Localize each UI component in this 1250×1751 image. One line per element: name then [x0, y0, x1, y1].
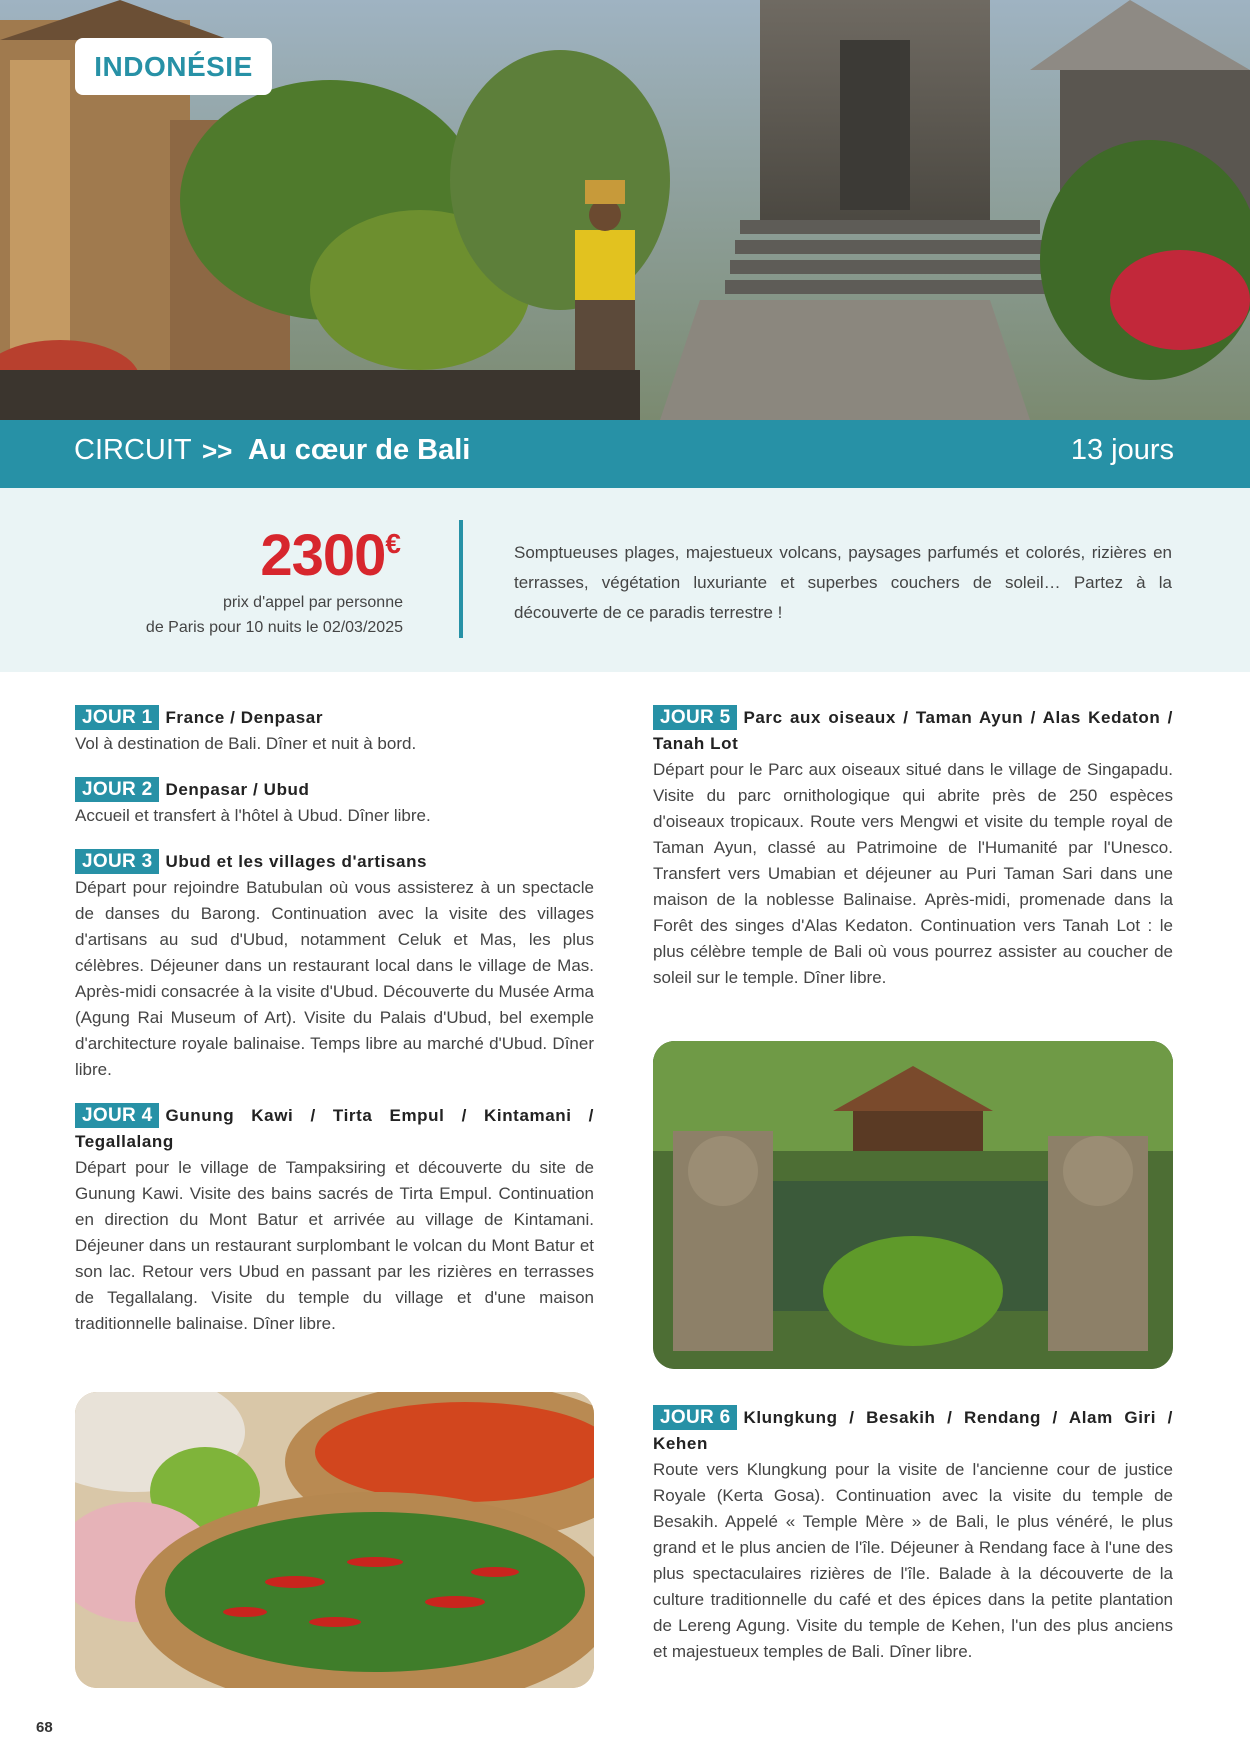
- price-amount: 2300: [260, 523, 386, 588]
- circuit-duration: 13 jours: [1070, 434, 1174, 466]
- price-note-line2: de Paris pour 10 nuits le 02/03/2025: [145, 619, 403, 636]
- price-intro-panel: [0, 488, 1250, 672]
- day-heading: [75, 1103, 594, 1155]
- country-tag: INDONÉSIE: [75, 38, 272, 95]
- day-title: France / Denpasar: [165, 708, 324, 727]
- day-title: Ubud et les villages d'artisans: [165, 852, 428, 871]
- water-temple-photo: [653, 1041, 1173, 1369]
- day-block: [75, 849, 594, 1083]
- day-badge: JOUR 5: [653, 705, 737, 730]
- day-badge: JOUR 2: [75, 777, 159, 802]
- day-block: [75, 1103, 594, 1337]
- spices-market-photo: [75, 1392, 594, 1688]
- day-text: Accueil et transfert à l'hôtel à Ubud. Dîner libre.: [75, 806, 431, 825]
- price: [260, 522, 400, 589]
- day-block: [653, 1405, 1173, 1665]
- water-temple-illustration: [653, 1041, 1173, 1369]
- day-title: Klungkung / Besakih / Rendang / Alam Giri / Kehen: [653, 1408, 1173, 1453]
- itinerary-right-column-top: [653, 705, 1173, 1011]
- day-text: Départ pour le Parc aux oiseaux situé dans le village de Singapadu. Visite du parc ornithologique qui abrite près de 250 espèces d'oiseaux tropicaux. Route vers Mengwi et visite du temple royal de Taman Ayun, classé au Patrimoine de l'Humanité par l'Unesco. Transfert vers Umabian et déjeuner au Puri Taman Sari dans une maison de la noblesse Balinaise. Après-midi, promenade dans la Forêt des singes d'Alas Kedaton. Continuation vers Tanah Lot : le plus célèbre temple de Bali où vous pourrez assister au coucher de soleil sur le temple. Dîner libre.: [653, 760, 1173, 987]
- price-note: [146, 590, 403, 640]
- day-badge: JOUR 1: [75, 705, 159, 730]
- day-title: Parc aux oiseaux / Taman Ayun / Alas Kedaton / Tanah Lot: [653, 708, 1173, 753]
- day-heading: [75, 777, 594, 803]
- day-heading: [75, 849, 594, 875]
- day-heading: [653, 705, 1173, 757]
- page-number: 68: [36, 1719, 53, 1736]
- separator-arrows: >>: [202, 436, 233, 466]
- spices-illustration: [75, 1392, 594, 1688]
- day-text: Route vers Klungkung pour la visite de l'ancienne cour de justice Royale (Kerta Gosa). Continuation avec la visite du temple de Besakih. Appelé « Temple Mère » de Bali, le plus vénéré, le plus grand et le plus ancien de l'île. Déjeuner à Rendang face à l'une des plus spectaculaires rizières de l'île. Balade à la découverte de la culture traditionnelle du café et des épices dans la petite plantation de Lereng Agung. Visite du temple de Kehen, l'un des plus anciens et majestueux temples de Bali. Dîner libre.: [653, 1460, 1173, 1661]
- circuit-label: CIRCUIT: [74, 434, 192, 466]
- day-text: Vol à destination de Bali. Dîner et nuit à bord.: [75, 734, 417, 753]
- day-badge: JOUR 3: [75, 849, 159, 874]
- hero-photo-bali-temple: [0, 0, 1250, 420]
- circuit-title-band: [0, 420, 1250, 488]
- day-badge: JOUR 6: [653, 1405, 737, 1430]
- day-heading: [75, 705, 594, 731]
- day-block: [75, 777, 594, 829]
- day-heading: [653, 1405, 1173, 1457]
- day-badge: JOUR 4: [75, 1103, 159, 1128]
- itinerary-left-column: [75, 705, 594, 1357]
- circuit-title: Au cœur de Bali: [248, 434, 471, 466]
- day-title: Denpasar / Ubud: [165, 780, 310, 799]
- day-block: [653, 705, 1173, 991]
- intro-text: Somptueuses plages, majestueux volcans, paysages parfumés et colorés, rizières en terrasses, végétation luxuriante et superbes couchers de soleil… Partez à la découverte de ce paradis terrestre !: [514, 543, 1172, 622]
- day-text: Départ pour le village de Tampaksiring et découverte du site de Gunung Kawi. Visite des bains sacrés de Tirta Empul. Continuation en direction du Mont Batur et arrivée au village de Kintamani. Déjeuner dans un restaurant surplombant le volcan du Mont Batur et son lac. Retour vers Ubud en passant par les rizières en terrasses de Tegallalang. Visite du temple du village et d'une maison traditionnelle balinaise. Dîner libre.: [75, 1158, 594, 1333]
- divider-line: [459, 520, 463, 638]
- price-note-line1: prix d'appel par personne: [222, 594, 403, 611]
- day-text: Départ pour rejoindre Batubulan où vous assisterez à un spectacle de danses du Barong. Continuation avec la visite des villages d'artisans au sud d'Ubud, notamment Celuk et Mas, les plus célèbres. Déjeuner dans un restaurant local dans le village de Mas. Après-midi consacrée à la visite d'Ubud. Découverte du Musée Arma (Agung Rai Museum of Art). Visite du Palais d'Ubud, bel exemple d'architecture royale balinaise. Temps libre au marché d'Ubud. Dîner libre.: [75, 878, 594, 1079]
- day-block: [75, 705, 594, 757]
- price-currency: €: [385, 528, 400, 559]
- itinerary-right-column-bottom: [653, 1405, 1173, 1685]
- day-title: Gunung Kawi / Tirta Empul / Kintamani / Tegallalang: [75, 1106, 594, 1151]
